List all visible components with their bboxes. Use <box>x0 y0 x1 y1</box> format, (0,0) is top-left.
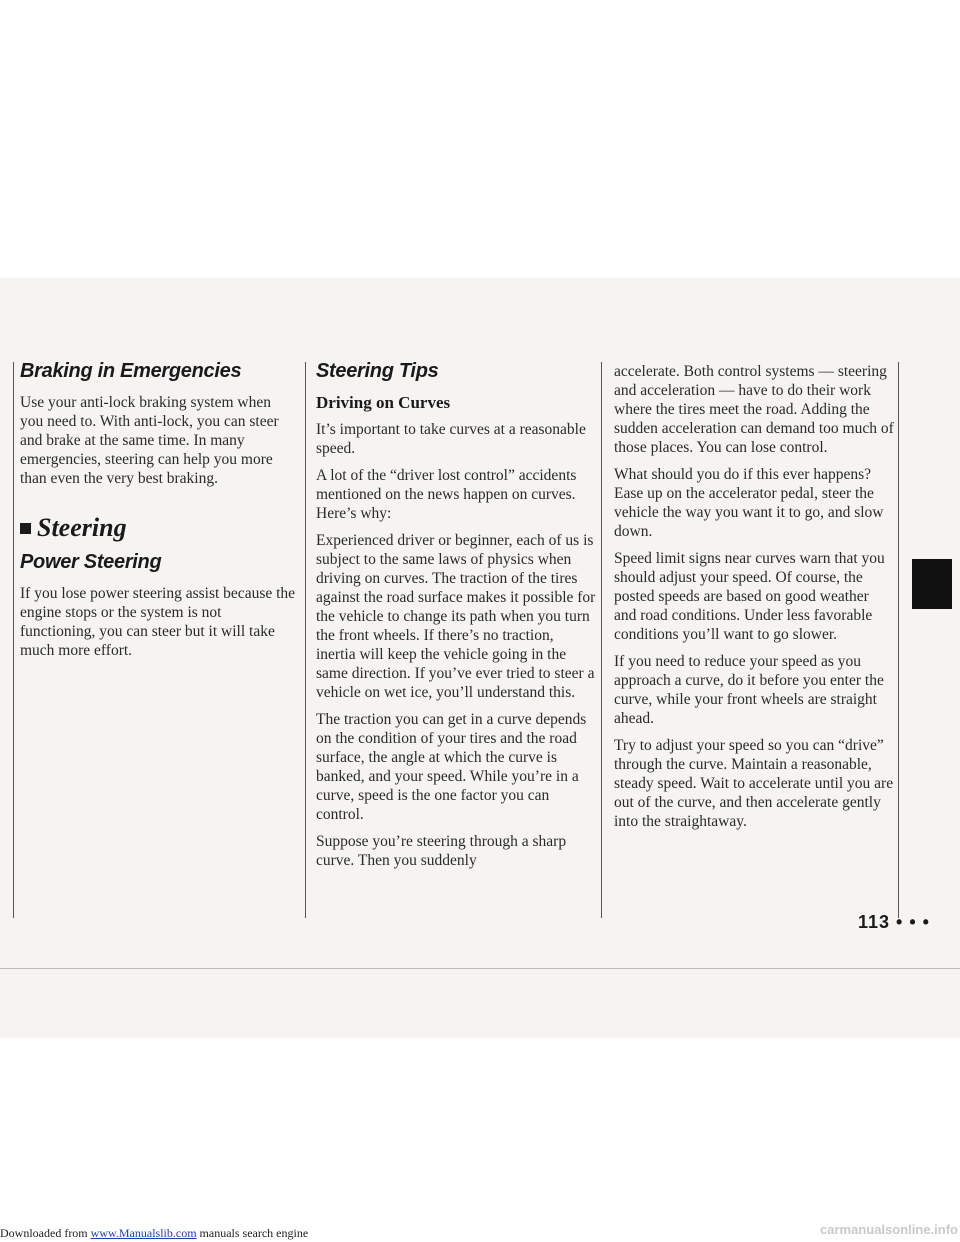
paragraph: It’s important to take curves at a reasonable speed. <box>316 421 586 457</box>
footer-suffix: manuals search engine <box>196 1226 309 1240</box>
manualslib-link[interactable]: www.Manualslib.com <box>90 1226 197 1240</box>
square-bullet-icon <box>20 523 31 534</box>
paragraph: Use your anti-lock braking system when you need to. With anti-lock, you can steer and brake at the same time. In many emergencies, steering can help you more than even the very best braking. <box>20 394 279 487</box>
paragraph: accelerate. Both control systems — steering and acceleration — have to do their work where the tires meet the road. Adding the sudden acceleration can demand too much of those places. You can lose control. <box>614 363 894 456</box>
paragraph: Try to adjust your speed so you can “drive” through the curve. Maintain a reasonable, steady speed. Wait to accelerate until you are out of the curve, and then accelerate gently into the straightaway. <box>614 737 894 830</box>
paragraph: Experienced driver or beginner, each of us is subject to the same laws of physics when driving on curves. The traction of the tires against the road surface makes it possible for the vehicle to change its path when you turn the front wheels. If there’s no traction, inertia will keep the vehicle going in the same direction. If you’ve ever tried to steer a vehicle on wet ice, you’ll understand this. <box>316 532 596 701</box>
page-number: 113 • • • <box>858 912 930 932</box>
column-rule-right <box>898 362 899 918</box>
paragraph: Speed limit signs near curves warn that you should adjust your speed. Of course, the posted speeds are based on good weather and road conditions. Under less favorable conditions you’ll want to go slower. <box>614 550 885 643</box>
download-footer <box>0 1226 308 1241</box>
chapter-tab-marker <box>912 559 952 609</box>
column-3 <box>614 362 894 839</box>
column-rule-3 <box>601 362 602 918</box>
column-rule-left <box>13 362 14 918</box>
column-rule-2 <box>305 362 306 918</box>
column-1 <box>20 362 298 668</box>
footer-prefix: Downloaded from <box>0 1226 91 1240</box>
section-title-text: Steering <box>37 513 127 542</box>
paragraph: What should you do if this ever happens? Ease up on the accelerator pedal, steer the vehicle the way you want it to go, and slow down. <box>614 466 884 540</box>
heading-steering-tips: Steering Tips <box>316 360 439 382</box>
subheading-driving-on-curves: Driving on Curves <box>316 393 451 412</box>
paragraph: Suppose you’re steering through a sharp curve. Then you suddenly <box>316 833 567 869</box>
paragraph: If you lose power steering assist because the engine stops or the system is not functioning, you can steer but it will take much more effort. <box>20 585 296 659</box>
heading-power-steering: Power Steering <box>20 551 162 573</box>
paragraph: A lot of the “driver lost control” accidents mentioned on the news happen on curves. Here’s why: <box>316 467 577 522</box>
paragraph: If you need to reduce your speed as you approach a curve, do it before you enter the curve, while your front wheels are straight ahead. <box>614 653 884 727</box>
watermark: carmanualsonline.info <box>820 1222 958 1237</box>
column-2 <box>316 362 596 878</box>
page-bottom-rule <box>0 968 960 969</box>
heading-braking-emergencies: Braking in Emergencies <box>20 360 242 382</box>
section-title <box>20 513 298 542</box>
paragraph: The traction you can get in a curve depends on the condition of your tires and the road surface, the angle at which the curve is banked, and your speed. While you’re in a curve, speed is the one factor you can control. <box>316 711 587 823</box>
